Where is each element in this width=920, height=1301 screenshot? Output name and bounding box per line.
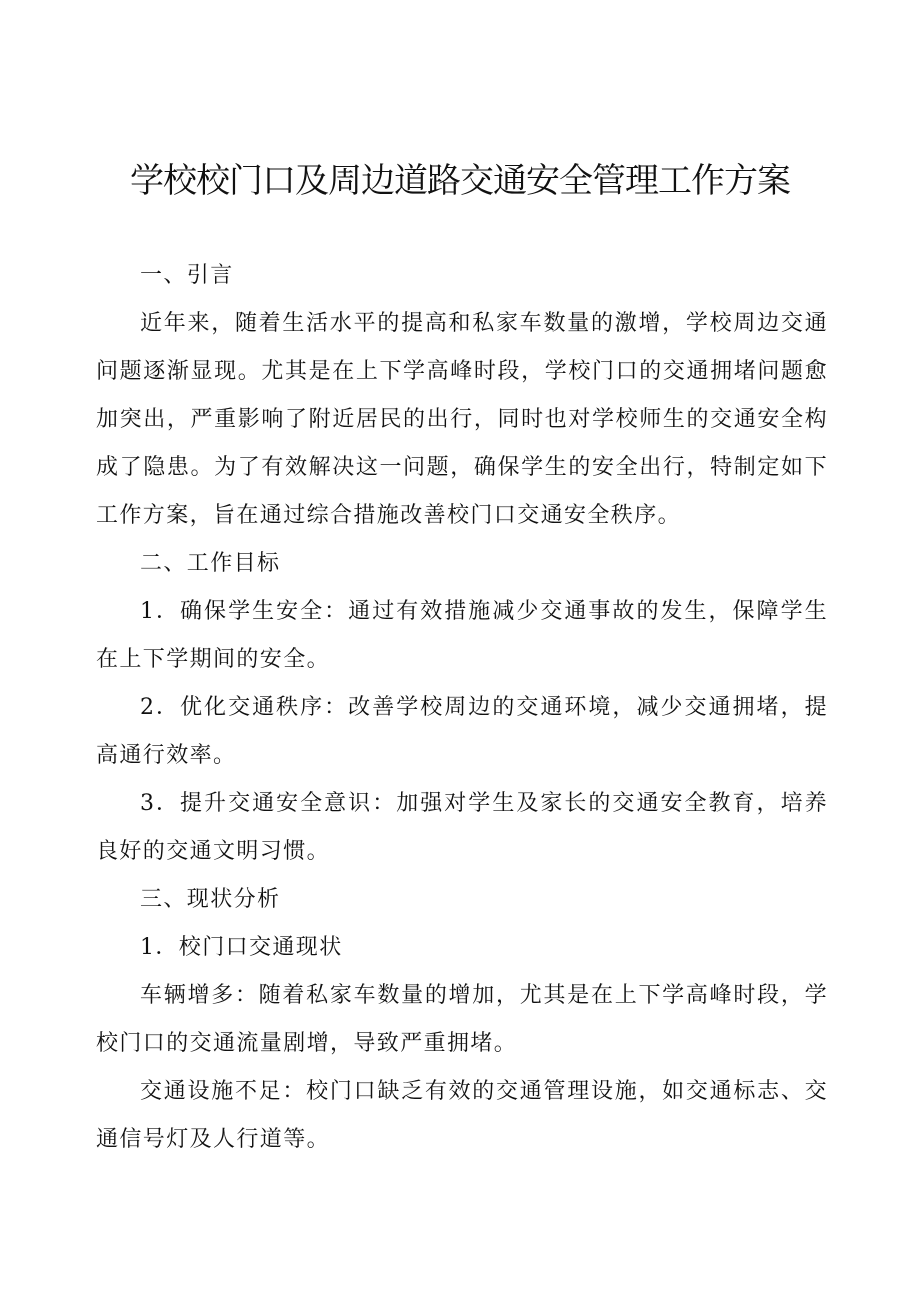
paragraph: 2．优化交通秩序：改善学校周边的交通环境，减少交通拥堵，提高通行效率。 — [96, 695, 828, 768]
paragraph: 近年来，随着生活水平的提高和私家车数量的激增，学校周边交通问题逐渐显现。尤其是在上下学高峰时段，学校门口的交通拥堵问题愈加突出，严重影响了附近居民的出行，同时也对学校师生的交通安全构成了隐患。为了有效解决这一问题，确保学生的安全出行，特制定如下工作方案，旨在通过综合措施改善校门口交通安全秩序。 — [96, 311, 828, 528]
paragraph: 1．确保学生安全：通过有效措施减少交通事故的发生，保障学生在上下学期间的安全。 — [96, 599, 828, 672]
section-heading: 二、工作目标 — [140, 551, 281, 576]
paragraph: 车辆增多：随着私家车数量的增加，尤其是在上下学高峰时段，学校门口的交通流量剧增，导致严重拥堵。 — [96, 983, 828, 1056]
paragraph: 1．校门口交通现状 — [140, 935, 343, 960]
document-body — [96, 252, 828, 1164]
document-title: 学校校门口及周边道路交通安全管理工作方案 — [130, 161, 790, 201]
section-heading: 一、引言 — [140, 263, 234, 288]
section-heading: 三、现状分析 — [140, 887, 281, 912]
paragraph: 3．提升交通安全意识：加强对学生及家长的交通安全教育，培养良好的交通文明习惯。 — [96, 791, 828, 864]
paragraph: 交通设施不足：校门口缺乏有效的交通管理设施，如交通标志、交通信号灯及人行道等。 — [96, 1079, 828, 1152]
